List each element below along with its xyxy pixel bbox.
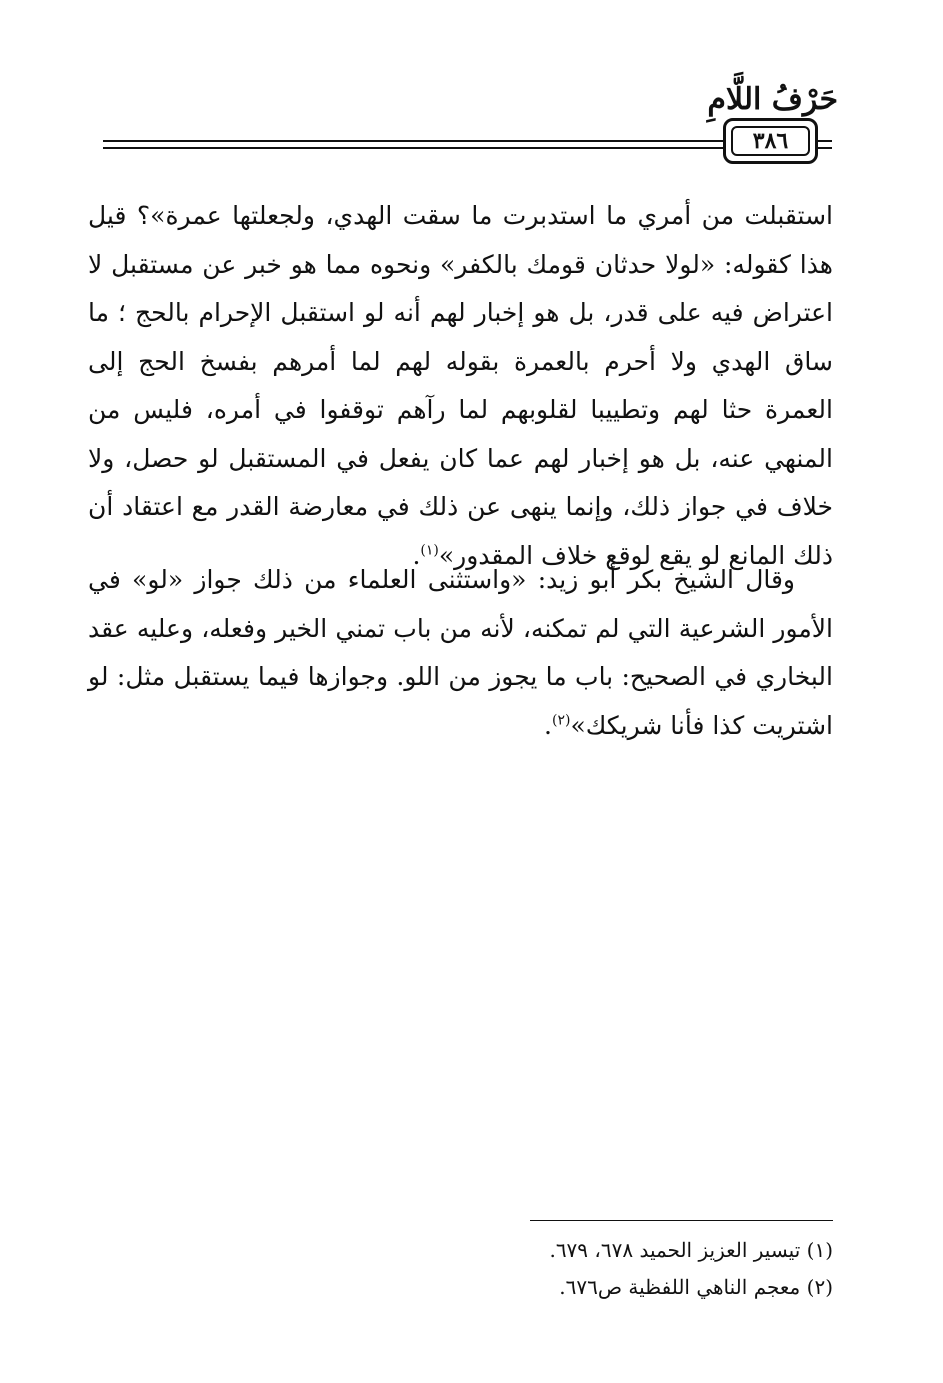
paragraph-1-end: . — [412, 540, 421, 570]
footnotes — [333, 1232, 833, 1306]
footnote-separator — [530, 1220, 833, 1221]
footnote-ref-2: (٢) — [551, 712, 571, 729]
footnote-1: (١) تيسير العزيز الحميد ٦٧٨، ٦٧٩. — [549, 1238, 833, 1262]
running-title: حَرْفُ اللَّامِ — [707, 82, 838, 117]
page-number: ٣٨٦ — [731, 126, 810, 156]
footnote-ref-1: (١) — [420, 542, 439, 559]
header-rule — [103, 140, 723, 149]
footnote-2: (٢) معجم الناهي اللفظية ص٦٧٦. — [559, 1275, 833, 1299]
paragraph-1 — [88, 192, 833, 580]
page-number-frame — [723, 118, 818, 164]
header-rule-tail — [818, 140, 832, 149]
paragraph-2-text: وقال الشيخ بكر أبو زيد: «واستثنى العلماء من ذلك جواز «لو» في الأمور الشرعية التي لم تمكنه، لأنه من باب تمني الخير وفعله، وعليه عقد البخاري في الصحيح: باب ما يجوز من اللو. وجوازها فيما يستقبل مثل: لو اشتريت كذا فأنا شريكك» — [88, 565, 833, 740]
paragraph-2-end: . — [544, 710, 552, 740]
paragraph-2 — [88, 556, 833, 750]
paragraph-1-text: استقبلت من أمري ما استدبرت ما سقت الهدي، ولجعلتها عمرة»؟ قيل هذا كقوله: «لولا حدثان قومك بالكفر» ونحوه مما هو خبر عن مستقبل لا اعتراض فيه على قدر، بل هو إخبار لهم أنه لو استقبل الإحرام بالحج ؛ ما ساق الهدي ولا أحرم بالعمرة بقوله لهم لما أمرهم بفسخ الحج إلى العمرة حثا لهم وتطييبا لقلوبهم لما رآهم توقفوا في أمره، فليس من المنهي عنه، بل هو إخبار لهم عما كان يفعل في المستقبل لو حصل، ولا خلاف في جواز ذلك، وإنما ينهى عن ذلك في معارضة القدر مع اعتقاد أن ذلك المانع لو يقع لوقع خلاف المقدور» — [88, 201, 833, 570]
